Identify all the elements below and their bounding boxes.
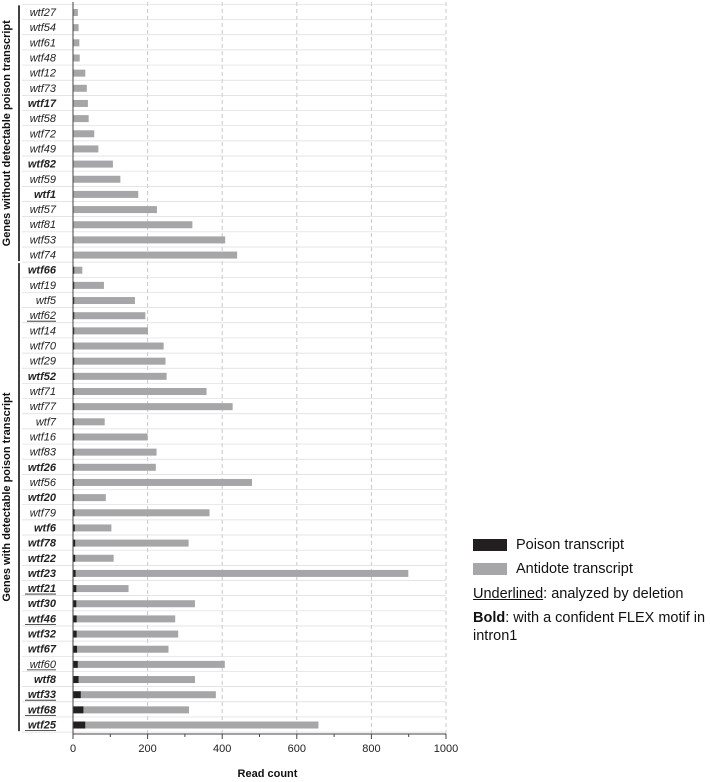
gene-label-wtf52: wtf52 — [27, 370, 56, 383]
gene-label-wtf61: wtf61 — [29, 37, 56, 50]
antidote-bar-wtf58 — [73, 115, 89, 122]
gene-label-wtf57: wtf57 — [29, 204, 56, 217]
antidote-legend-label: Antidote transcript — [516, 561, 633, 577]
antidote-bar-wtf53 — [73, 236, 225, 243]
gene-label-wtf1: wtf1 — [34, 188, 56, 201]
antidote-bar-wtf26 — [74, 464, 156, 471]
antidote-swatch — [473, 563, 507, 575]
gene-label-wtf73: wtf73 — [29, 82, 56, 95]
gene-label-wtf22: wtf22 — [27, 552, 56, 565]
poison-bar-wtf67 — [73, 646, 77, 653]
gene-label-wtf74: wtf74 — [29, 249, 56, 262]
antidote-bar-wtf1 — [73, 191, 138, 198]
antidote-bar-wtf71 — [73, 388, 206, 395]
gene-label-wtf30: wtf30 — [27, 598, 56, 611]
bold-desc: : with a confident FLEX motif in intron1 — [473, 610, 706, 644]
antidote-bar-wtf12 — [73, 70, 85, 77]
poison-bar-wtf32 — [73, 631, 77, 638]
antidote-bar-wtf77 — [73, 403, 232, 410]
poison-bar-wtf30 — [73, 600, 76, 607]
antidote-bar-wtf57 — [73, 206, 157, 213]
x-tick-label-600: 600 — [287, 743, 306, 755]
poison-legend-label: Poison transcript — [516, 537, 624, 553]
underline-desc: : analyzed by deletion — [543, 586, 684, 602]
underline-term: Underlined — [473, 586, 544, 602]
antidote-bar-wtf52 — [73, 373, 166, 380]
poison-swatch — [473, 539, 507, 551]
underline-note — [473, 585, 710, 603]
poison-bar-wtf46 — [73, 615, 77, 622]
gene-label-wtf46: wtf46 — [27, 613, 56, 626]
gene-label-wtf68: wtf68 — [27, 704, 56, 717]
gene-label-wtf33: wtf33 — [27, 689, 56, 702]
x-axis-title: Read count — [237, 768, 298, 780]
antidote-bar-wtf66 — [73, 267, 82, 274]
poison-bar-wtf33 — [73, 691, 81, 698]
antidote-bar-wtf62 — [73, 312, 145, 319]
group-label-1: Genes without detectable poison transcript — [1, 20, 13, 247]
antidote-bar-wtf79 — [74, 509, 209, 516]
gene-label-wtf53: wtf53 — [29, 234, 56, 247]
antidote-bar-wtf67 — [77, 646, 168, 653]
antidote-bar-wtf83 — [74, 449, 157, 456]
gene-label-wtf79: wtf79 — [29, 507, 56, 520]
gene-label-wtf48: wtf48 — [29, 52, 56, 65]
gene-label-wtf59: wtf59 — [29, 173, 56, 186]
gene-label-wtf8: wtf8 — [34, 674, 56, 687]
gene-label-wtf29: wtf29 — [29, 355, 56, 368]
antidote-bar-wtf23 — [76, 570, 409, 577]
antidote-bar-wtf16 — [74, 433, 148, 440]
gene-label-wtf12: wtf12 — [29, 67, 56, 80]
poison-bar-wtf68 — [73, 706, 83, 713]
antidote-bar-wtf20 — [74, 494, 106, 501]
gene-label-wtf16: wtf16 — [29, 431, 56, 444]
x-tick-label-0: 0 — [69, 743, 77, 755]
gene-label-wtf62: wtf62 — [29, 310, 56, 323]
antidote-bar-wtf74 — [73, 252, 237, 259]
antidote-bar-wtf30 — [76, 600, 195, 607]
gene-label-wtf27: wtf27 — [29, 7, 56, 19]
antidote-bar-wtf59 — [73, 176, 120, 183]
legend-item-poison — [473, 533, 710, 557]
gene-label-wtf66: wtf66 — [27, 264, 56, 277]
gene-label-wtf60: wtf60 — [29, 658, 56, 671]
gene-label-wtf54: wtf54 — [29, 22, 56, 35]
antidote-bar-wtf17 — [73, 100, 88, 107]
antidote-bar-wtf70 — [73, 343, 163, 350]
antidote-bar-wtf68 — [83, 706, 189, 713]
antidote-bar-wtf72 — [73, 130, 94, 137]
gene-label-wtf77: wtf77 — [29, 401, 56, 414]
antidote-bar-wtf56 — [74, 479, 252, 486]
gene-label-wtf70: wtf70 — [29, 340, 56, 353]
antidote-bar-wtf7 — [74, 418, 105, 425]
antidote-bar-wtf33 — [81, 691, 216, 698]
antidote-bar-wtf27 — [73, 9, 78, 16]
antidote-bar-wtf73 — [73, 85, 87, 92]
gene-label-wtf14: wtf14 — [29, 325, 56, 338]
gene-label-wtf56: wtf56 — [29, 476, 56, 489]
gene-label-wtf6: wtf6 — [34, 522, 56, 535]
legend — [473, 533, 710, 645]
antidote-bar-wtf25 — [85, 722, 318, 729]
legend-item-antidote — [473, 557, 710, 581]
antidote-bar-wtf48 — [73, 54, 80, 61]
gene-label-wtf21: wtf21 — [27, 583, 56, 596]
gene-label-wtf71: wtf71 — [29, 386, 56, 398]
gene-label-wtf32: wtf32 — [27, 628, 56, 641]
antidote-bar-wtf54 — [73, 24, 79, 31]
poison-bar-wtf21 — [73, 585, 76, 592]
gene-label-wtf83: wtf83 — [29, 446, 56, 459]
poison-bar-wtf25 — [73, 722, 85, 729]
gene-label-wtf23: wtf23 — [27, 567, 56, 580]
antidote-bar-wtf22 — [75, 555, 113, 562]
gene-label-wtf81: wtf81 — [29, 219, 56, 232]
antidote-bar-wtf29 — [73, 358, 165, 365]
antidote-bar-wtf46 — [77, 615, 175, 622]
poison-bar-wtf60 — [73, 661, 78, 668]
gene-label-wtf67: wtf67 — [27, 643, 56, 656]
x-tick-label-800: 800 — [362, 743, 381, 755]
antidote-bar-wtf49 — [73, 145, 98, 152]
antidote-bar-wtf61 — [73, 39, 79, 46]
gene-label-wtf25: wtf25 — [27, 719, 56, 732]
gene-label-wtf49: wtf49 — [29, 143, 56, 156]
gene-label-wtf20: wtf20 — [27, 492, 56, 505]
antidote-bar-wtf14 — [73, 327, 148, 334]
poison-bar-wtf8 — [73, 676, 79, 683]
antidote-bar-wtf82 — [73, 161, 113, 168]
gene-label-wtf78: wtf78 — [27, 537, 56, 550]
antidote-bar-wtf60 — [78, 661, 225, 668]
antidote-bar-wtf6 — [75, 524, 112, 531]
gene-label-wtf58: wtf58 — [29, 113, 56, 126]
gene-label-wtf82: wtf82 — [27, 158, 56, 171]
bold-term: Bold — [473, 610, 506, 626]
bold-note — [473, 609, 710, 645]
antidote-bar-wtf78 — [75, 540, 188, 547]
antidote-bar-wtf32 — [77, 631, 178, 638]
x-tick-label-200: 200 — [138, 743, 157, 755]
gene-label-wtf72: wtf72 — [29, 128, 56, 141]
gene-label-wtf17: wtf17 — [27, 97, 56, 110]
antidote-bar-wtf81 — [73, 221, 192, 228]
gene-label-wtf26: wtf26 — [27, 461, 56, 474]
antidote-bar-wtf8 — [79, 676, 195, 683]
antidote-bar-wtf5 — [73, 297, 135, 304]
antidote-bar-wtf19 — [73, 282, 104, 289]
x-tick-label-1000: 1000 — [433, 743, 459, 755]
x-tick-label-400: 400 — [213, 743, 232, 755]
gene-label-wtf7: wtf7 — [35, 416, 56, 429]
group-label-2: Genes with detectable poison transcript — [1, 392, 13, 602]
gene-label-wtf5: wtf5 — [35, 295, 56, 308]
gene-label-wtf19: wtf19 — [29, 279, 56, 292]
antidote-bar-wtf21 — [76, 585, 128, 592]
